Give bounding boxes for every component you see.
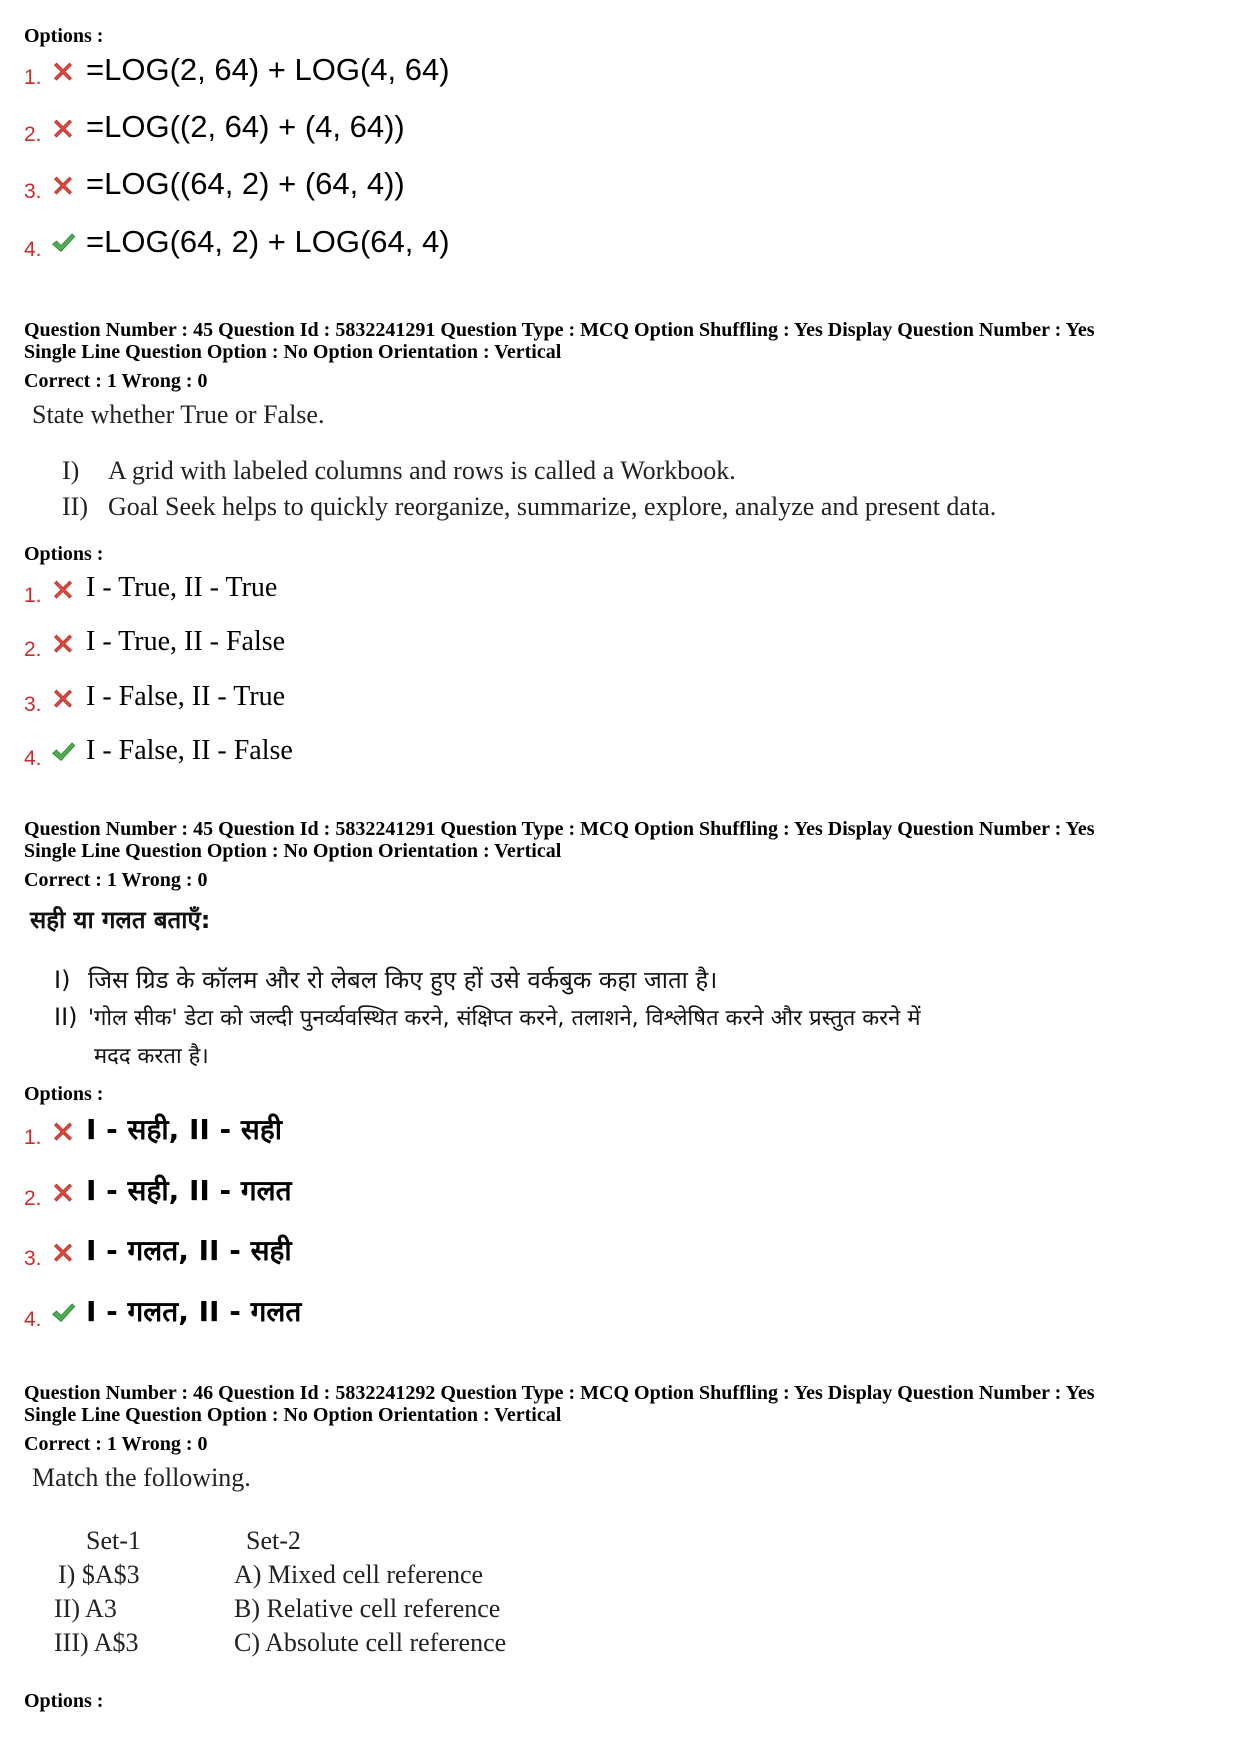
score-line: Correct : 1 Wrong : 0 (24, 370, 208, 392)
option-text: I - True, II - False (86, 626, 286, 657)
wrong-cross-icon (50, 172, 76, 198)
option-text: =LOG((64, 2) + (64, 4)) (86, 166, 405, 201)
option-row (24, 681, 286, 716)
set2-item: C) Absolute cell reference (234, 1628, 507, 1657)
match-table (54, 1524, 506, 1660)
option-number: 4. (24, 238, 42, 261)
option-text: I - गलत, II - सही (86, 1234, 292, 1267)
option-row (24, 1234, 292, 1270)
statement-continuation: मदद करता है। (94, 1044, 209, 1069)
option-text: =LOG(64, 2) + LOG(64, 4) (86, 224, 450, 259)
option-number: 4. (24, 1308, 42, 1331)
set2-item: B) Relative cell reference (234, 1594, 501, 1623)
option-number: 3. (24, 180, 42, 203)
set1-item: I) $A$3 (58, 1560, 140, 1589)
statement-text: 'गोल सीक' डेटा को जल्दी पुनर्व्यवस्थित करने, संक्षिप्त करने, तलाशने, विश्लेषित करने और प्रस्तुत करने में (88, 1006, 921, 1031)
wrong-cross-icon (50, 1118, 76, 1144)
option-row (24, 109, 405, 146)
wrong-cross-icon (50, 1239, 76, 1265)
option-number: 1. (24, 584, 42, 607)
question-prompt: सही या गलत बताएँ: (30, 906, 211, 934)
match-header-row (54, 1524, 506, 1558)
question-prompt: State whether True or False. (32, 400, 325, 429)
option-row (24, 1113, 282, 1149)
option-row (24, 1295, 302, 1331)
options-label: Options : (24, 1083, 104, 1105)
correct-check-icon (50, 739, 76, 765)
statement-roman: II) (54, 1003, 78, 1031)
option-number: 4. (24, 747, 42, 770)
wrong-cross-icon (50, 115, 76, 141)
option-number: 3. (24, 1247, 42, 1270)
option-row (24, 224, 450, 261)
option-number: 3. (24, 693, 42, 716)
option-row (24, 166, 405, 203)
option-row (24, 572, 278, 607)
option-number: 2. (24, 1187, 42, 1210)
option-number: 1. (24, 66, 42, 89)
statement-roman: II) (62, 492, 88, 521)
option-text: I - False, II - False (86, 735, 293, 766)
statement-text: जिस ग्रिड के कॉलम और रो लेबल किए हुए हों उसे वर्कबुक कहा जाता है। (88, 966, 718, 994)
question-meta-line2: Single Line Question Option : No Option Orientation : Vertical (24, 840, 562, 862)
options-label: Options : (24, 543, 104, 565)
set2-item: A) Mixed cell reference (234, 1560, 484, 1589)
set2-header: Set-2 (246, 1526, 301, 1555)
option-row (24, 626, 286, 661)
option-text: I - गलत, II - गलत (86, 1295, 302, 1328)
statement (62, 492, 996, 522)
option-row (24, 1174, 292, 1210)
statement-roman: I) (62, 456, 80, 485)
option-text: I - False, II - True (86, 681, 286, 712)
match-row (54, 1626, 506, 1660)
set1-item: III) A$3 (54, 1628, 139, 1657)
wrong-cross-icon (50, 685, 76, 711)
question-meta-line1: Question Number : 46 Question Id : 5832241292 Question Type : MCQ Option Shuffling : Yes Display Question Number : Yes (24, 1382, 1095, 1404)
statement-roman: I) (54, 966, 71, 994)
score-line: Correct : 1 Wrong : 0 (24, 869, 208, 891)
question-meta-line2: Single Line Question Option : No Option Orientation : Vertical (24, 1404, 562, 1426)
question-prompt: Match the following. (32, 1463, 251, 1492)
option-row (24, 735, 293, 770)
option-text: I - True, II - True (86, 572, 278, 603)
options-label: Options : (24, 1690, 104, 1712)
match-row (54, 1592, 506, 1626)
score-line: Correct : 1 Wrong : 0 (24, 1433, 208, 1455)
statement-text: Goal Seek helps to quickly reorganize, summarize, explore, analyze and present data. (108, 492, 997, 521)
options-label: Options : (24, 25, 104, 47)
correct-check-icon (50, 230, 76, 256)
wrong-cross-icon (50, 630, 76, 656)
match-row (54, 1558, 506, 1592)
statement (54, 1002, 921, 1032)
set1-item: II) A3 (54, 1594, 117, 1623)
wrong-cross-icon (50, 58, 76, 84)
option-row (24, 52, 450, 89)
option-text: I - सही, II - गलत (86, 1174, 292, 1207)
statement-text: A grid with labeled columns and rows is called a Workbook. (108, 456, 736, 485)
question-meta-line1: Question Number : 45 Question Id : 5832241291 Question Type : MCQ Option Shuffling : Yes Display Question Number : Yes (24, 319, 1095, 341)
set1-header: Set-1 (86, 1526, 141, 1555)
question-meta-line2: Single Line Question Option : No Option Orientation : Vertical (24, 341, 562, 363)
option-text: I - सही, II - सही (86, 1113, 282, 1146)
option-text: =LOG((2, 64) + (4, 64)) (86, 109, 405, 144)
correct-check-icon (50, 1300, 76, 1326)
option-number: 2. (24, 123, 42, 146)
statement (54, 963, 717, 996)
statement (62, 456, 736, 486)
option-text: =LOG(2, 64) + LOG(4, 64) (86, 52, 450, 87)
option-number: 1. (24, 1126, 42, 1149)
option-number: 2. (24, 638, 42, 661)
wrong-cross-icon (50, 576, 76, 602)
wrong-cross-icon (50, 1179, 76, 1205)
question-meta-line1: Question Number : 45 Question Id : 5832241291 Question Type : MCQ Option Shuffling : Yes Display Question Number : Yes (24, 818, 1095, 840)
